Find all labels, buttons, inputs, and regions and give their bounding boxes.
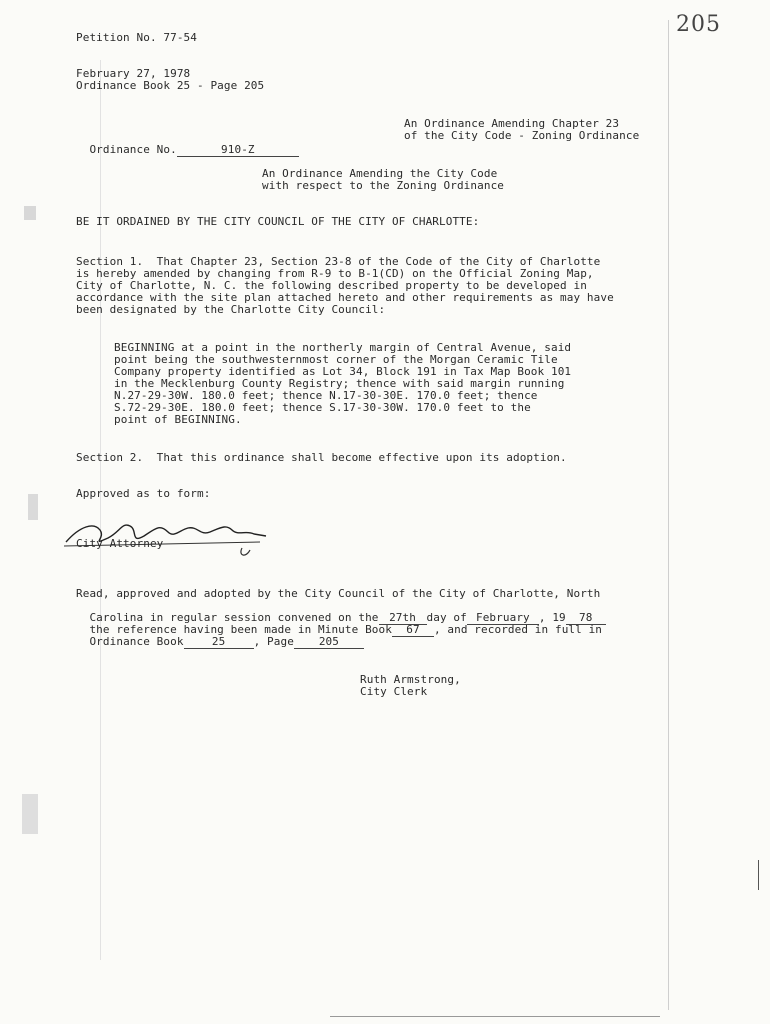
caption-center-line2: with respect to the Zoning Ordinance [262,179,505,192]
clerk-name: Ruth Armstrong, [360,673,461,686]
description-line: N.27-29-30W. 180.0 feet; thence N.17-30-30E. 170.0 feet; thence [114,389,538,402]
adoption-text: the reference having been made in Minute Book [89,623,392,636]
section2: Section 2. That this ordinance shall become effective upon its adoption. [76,451,567,464]
caption-right-line2: of the City Code - Zoning Ordinance [404,129,640,142]
ordinance-label: Ordinance No. [89,143,177,156]
adoption-day: 27th [379,612,427,625]
ordinance-book-number: 25 [184,636,254,649]
description-line: in the Mecklenburg County Registry; thence with said margin running [114,377,565,390]
adoption-line1: Read, approved and adopted by the City Council of the City of Charlotte, North [76,587,601,600]
scan-speck [28,494,38,520]
section1-line: Section 1. That Chapter 23, Section 23-8 of the Code of the City of Charlotte [76,255,601,268]
approved-as-to-form: Approved as to form: [76,487,211,500]
scan-speck [22,794,38,834]
page-number: 205 [676,12,721,37]
scan-speck [24,206,36,220]
ordinance-number-row [76,132,299,157]
petition-number: Petition No. 77-54 [76,31,198,44]
section1-line: been designated by the Charlotte City Council: [76,303,386,316]
scan-margin-line [100,60,101,960]
minute-book-number: 67 [392,624,434,637]
attorney-label: City Attorney [76,537,164,550]
section1-line: City of Charlotte, N. C. the following described property to be developed in [76,279,587,292]
description-line: point being the southwesternmost corner of the Morgan Ceramic Tile [114,353,558,366]
book-reference: Ordinance Book 25 - Page 205 [76,79,265,92]
description-line: point of BEGINNING. [114,413,242,426]
adoption-year: 78 [566,612,606,625]
adoption-line4 [76,624,364,649]
adoption-month: February [467,612,539,625]
caption-right-line1: An Ordinance Amending Chapter 23 [404,117,620,130]
section1-line: accordance with the site plan attached hereto and other requirements as may have [76,291,614,304]
adoption-text: Ordinance Book [89,635,184,648]
adoption-text: day of [426,611,467,624]
adoption-text: , and recorded in full in [433,623,603,636]
adoption-text: Carolina in regular session convened on the [89,611,379,624]
enacting-clause: BE IT ORDAINED BY THE CITY COUNCIL OF THE CITY OF CHARLOTTE: [76,215,480,228]
ordinance-number: 910-Z [177,144,299,157]
attorney-signature [60,512,280,558]
adoption-text: , Page [253,635,294,648]
description-line: Company property identified as Lot 34, Block 191 in Tax Map Book 101 [114,365,572,378]
description-line: S.72-29-30E. 180.0 feet; thence S.17-30-30W. 170.0 feet to the [114,401,531,414]
section1-line: is hereby amended by changing from R-9 to B-1(CD) on the Official Zoning Map, [76,267,594,280]
caption-center-line1: An Ordinance Amending the City Code [262,167,498,180]
scan-speck [758,860,759,890]
adoption-text: , 19 [538,611,566,624]
scan-margin-line [668,20,669,1010]
page-number-blank: 205 [294,636,364,649]
ordinance-date: February 27, 1978 [76,67,191,80]
description-line: BEGINNING at a point in the northerly margin of Central Avenue, said [114,341,572,354]
scan-speck [330,1016,660,1017]
clerk-title: City Clerk [360,685,428,698]
